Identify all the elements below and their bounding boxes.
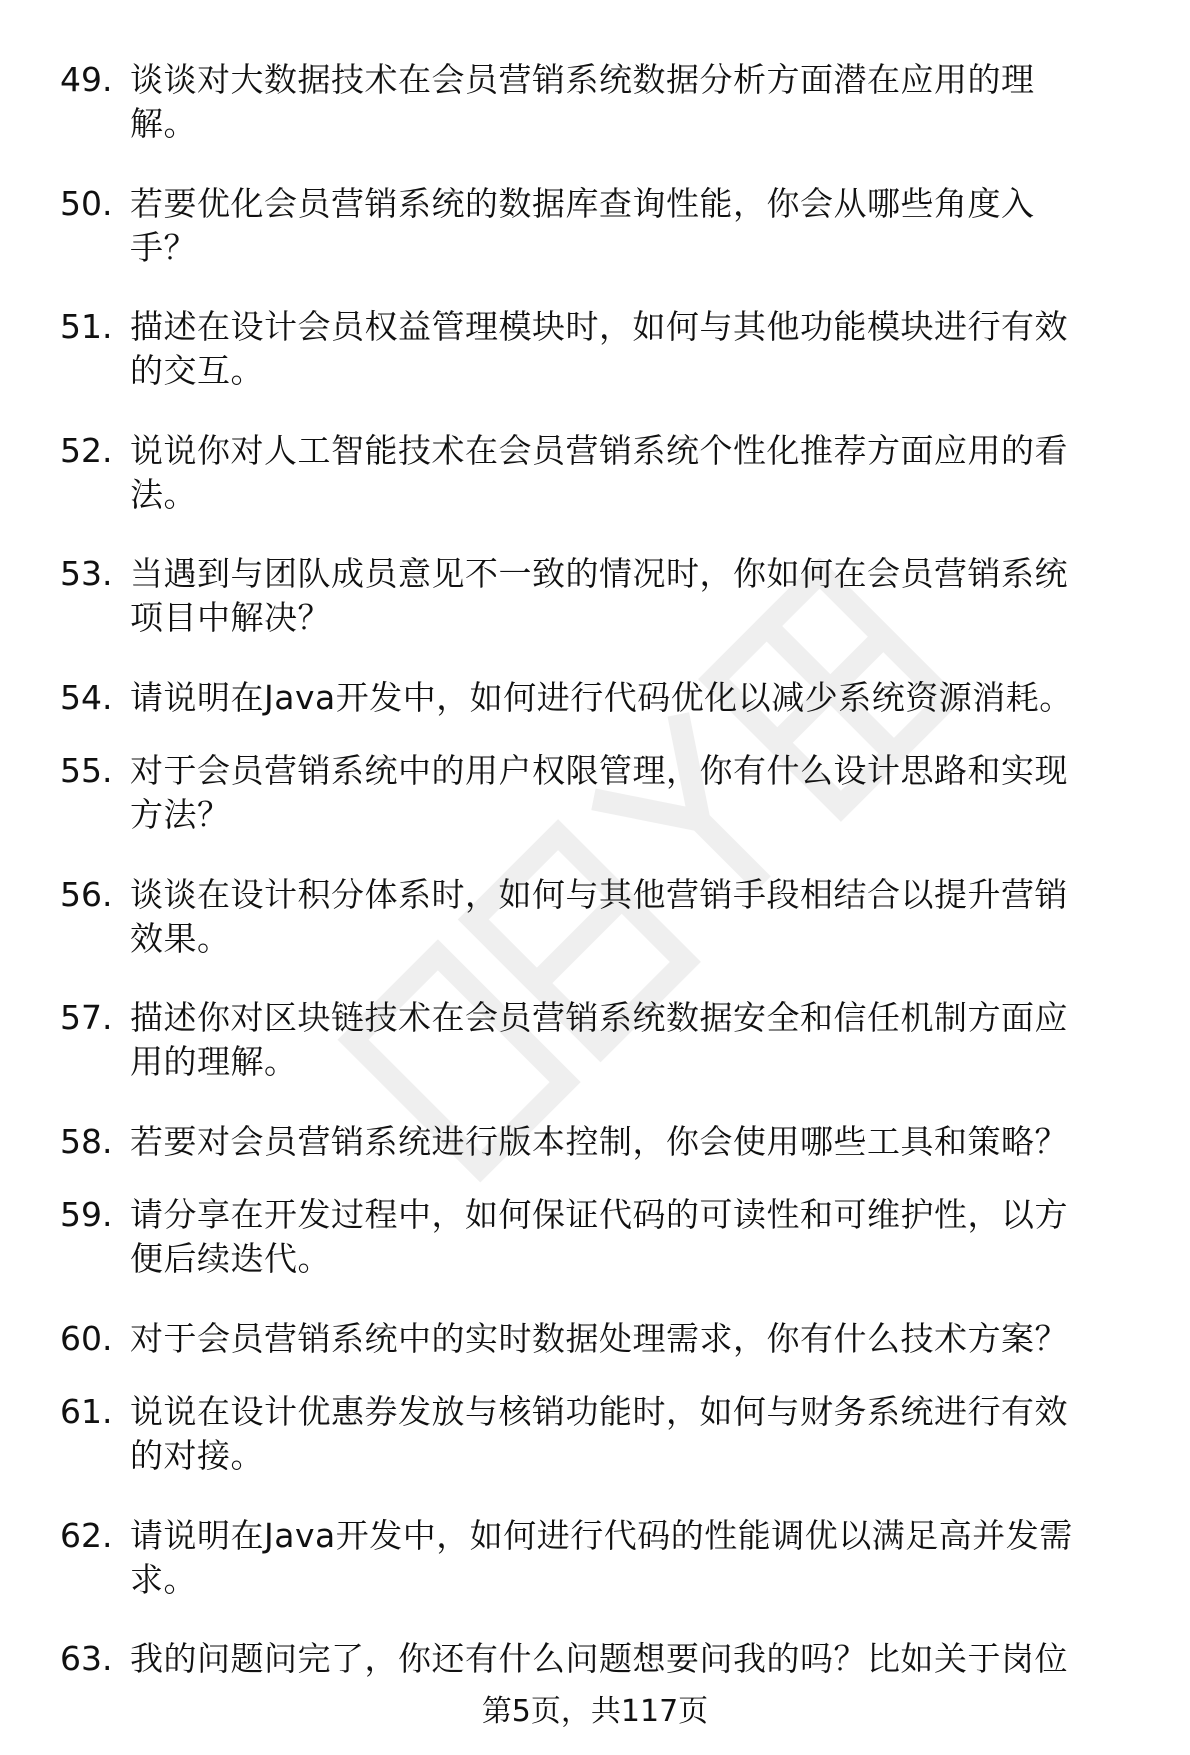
question-text-line: 对于会员营销系统中的实时数据处理需求，你有什么技术方案？ (130, 1318, 1068, 1358)
question-text-line: 若要对会员营销系统进行版本控制，你会使用哪些工具和策略？ (130, 1121, 1068, 1161)
question-number: 52. (60, 430, 113, 470)
question-number: 57. (60, 998, 113, 1037)
question-item (0, 1514, 1190, 1638)
question-text-line: 对于会员营销系统中的用户权限管理，你有什么设计思路和实现 (130, 751, 1068, 790)
question-item (0, 182, 1190, 306)
question-text-line: 描述你对区块链技术在会员营销系统数据安全和信任机制方面应 (130, 998, 1068, 1037)
question-item (0, 1637, 1190, 1687)
question-text-line: 用的理解。 (130, 1042, 298, 1081)
question-item (0, 58, 1190, 182)
question-text (130, 182, 1150, 270)
question-text-line: 谈谈对大数据技术在会员营销系统数据分析方面潜在应用的理 (130, 60, 1035, 99)
question-text (130, 1390, 1150, 1478)
page-footer: 第5页，共117页 (481, 1694, 709, 1729)
question-item (0, 429, 1190, 553)
question-number: 51. (60, 307, 113, 346)
question-number: 49. (60, 60, 113, 99)
question-text-line: 请分享在开发过程中，如何保证代码的可读性和可维护性，以方 (130, 1195, 1068, 1234)
question-text (130, 1637, 1150, 1681)
question-text (130, 1317, 1150, 1361)
question-text-line: 若要优化会员营销系统的数据库查询性能，你会从哪些角度入 (130, 183, 1035, 223)
question-item (0, 676, 1190, 750)
question-text-line: 手？ (130, 227, 197, 267)
question-number: 58. (60, 1121, 113, 1161)
question-text-line: 说说在设计优惠券发放与核销功能时，如何与财务系统进行有效 (130, 1392, 1068, 1431)
question-text-line: 便后续迭代。 (130, 1239, 331, 1278)
question-text-line: 方法？ (130, 795, 231, 834)
question-number: 63. (60, 1639, 113, 1678)
question-text-line: 描述在设计会员权益管理模块时，如何与其他功能模块进行有效 (130, 307, 1068, 346)
question-list (0, 58, 1190, 1687)
question-text (130, 873, 1150, 961)
question-text-line: 解。 (130, 104, 197, 143)
question-text-line: 当遇到与团队成员意见不一致的情况时，你如何在会员营销系统 (130, 554, 1068, 593)
question-text (130, 676, 1150, 720)
question-text (130, 1120, 1150, 1164)
question-text-line: 请说明在Java开发中，如何进行代码优化以减少系统资源消耗。 (130, 677, 1073, 717)
question-text (130, 58, 1150, 146)
question-number: 59. (60, 1195, 113, 1234)
question-text-line: 说说你对人工智能技术在会员营销系统个性化推荐方面应用的看 (130, 430, 1068, 470)
question-number: 62. (60, 1515, 113, 1555)
question-text (130, 305, 1150, 393)
question-text (130, 429, 1150, 517)
question-number: 50. (60, 183, 113, 223)
question-item (0, 1193, 1190, 1317)
question-number: 54. (60, 677, 113, 717)
question-number: 61. (60, 1392, 113, 1431)
question-text (130, 1193, 1150, 1281)
question-number: 56. (60, 874, 113, 914)
question-text-line: 的对接。 (130, 1436, 264, 1475)
question-text-line: 谈谈在设计积分体系时，如何与其他营销手段相结合以提升营销 (130, 874, 1068, 914)
question-text-line: 项目中解决？ (130, 598, 331, 637)
question-text-line: 请说明在Java开发中，如何进行代码的性能调优以满足高并发需 (130, 1515, 1073, 1555)
question-text-line: 我的问题问完了，你还有什么问题想要问我的吗？比如关于岗位 (130, 1639, 1068, 1678)
question-text (130, 552, 1150, 640)
question-text (130, 996, 1150, 1084)
question-item (0, 1317, 1190, 1391)
question-number: 60. (60, 1318, 113, 1358)
question-text (130, 749, 1150, 837)
question-item (0, 996, 1190, 1120)
question-text-line: 法。 (130, 474, 197, 514)
question-number: 53. (60, 554, 113, 593)
question-item (0, 1120, 1190, 1194)
question-item (0, 1390, 1190, 1514)
question-text-line: 求。 (130, 1559, 197, 1599)
question-item (0, 873, 1190, 997)
question-text-line: 效果。 (130, 918, 231, 958)
question-text (130, 1514, 1150, 1602)
question-text-line: 的交互。 (130, 351, 264, 390)
question-item (0, 552, 1190, 676)
question-number: 55. (60, 751, 113, 790)
question-item (0, 305, 1190, 429)
question-item (0, 749, 1190, 873)
